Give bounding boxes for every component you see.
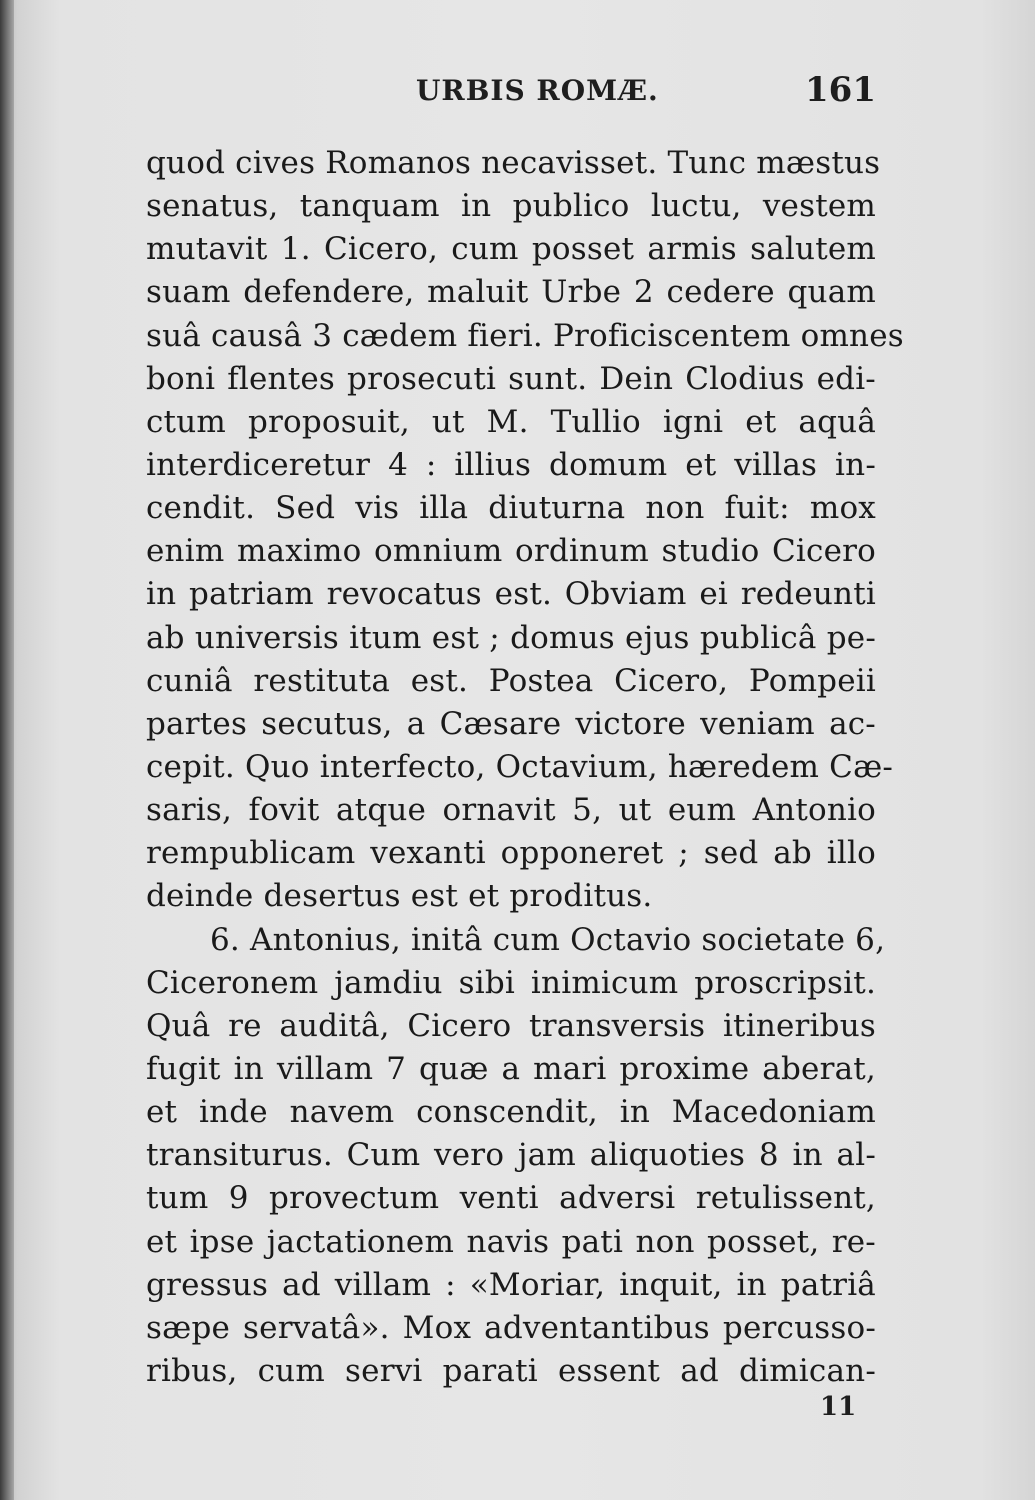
text-line: sæpe servatâ». Mox adventantibus percusso- xyxy=(146,1309,876,1346)
text-line: senatus, tanquam in publico luctu, vestem xyxy=(146,188,876,225)
text-line: et inde navem conscendit, in Macedoniam xyxy=(146,1094,876,1131)
text-line: ribus, cum servi parati essent ad dimican- xyxy=(146,1352,876,1389)
text-line: cendit. Sed vis illa diuturna non fuit: mox xyxy=(146,490,876,527)
text-line: boni flentes prosecuti sunt. Dein Clodius edi- xyxy=(146,360,876,397)
text-line: enim maximo omnium ordinum studio Cicero xyxy=(146,533,876,570)
text-line: saris, fovit atque ornavit 5, ut eum Antonio xyxy=(146,792,876,829)
text-line: suam defendere, maluit Urbe 2 cedere quam xyxy=(146,274,876,311)
text-line: partes secutus, a Cæsare victore veniam ac- xyxy=(146,705,876,742)
text-line: mutavit 1. Cicero, cum posset armis salutem xyxy=(146,231,876,268)
text-line: Ciceronem jamdiu sibi inimicum proscripsit. xyxy=(146,964,876,1001)
text-line: transiturus. Cum vero jam aliquoties 8 in al- xyxy=(146,1137,876,1174)
text-line: et ipse jactationem navis pati non posset, re- xyxy=(146,1223,876,1260)
running-head xyxy=(146,70,876,110)
text-line: fugit in villam 7 quæ a mari proxime aberat, xyxy=(146,1050,876,1087)
text-line: quod cives Romanos necavisset. Tunc mæstus xyxy=(146,145,881,181)
text-line: deinde desertus est et proditus. xyxy=(146,878,653,915)
body-text xyxy=(146,142,904,1393)
page-number: 161 xyxy=(805,70,876,110)
text-line: rempublicam vexanti opponeret ; sed ab illo xyxy=(146,835,876,872)
running-title: URBIS ROMÆ. xyxy=(416,74,659,107)
text-line: tum 9 provectum venti adversi retulissent, xyxy=(146,1180,876,1217)
binding-edge xyxy=(0,0,14,1500)
text-line: interdiceretur 4 : illius domum et villas in- xyxy=(146,446,876,483)
text-line: ab universis itum est ; domus ejus publicâ pe- xyxy=(146,619,876,656)
text-line: cuniâ restituta est. Postea Cicero, Pompeii xyxy=(146,662,876,699)
text-line: ctum proposuit, ut M. Tullio igni et aquâ xyxy=(146,403,876,440)
text-line: Quâ re auditâ, Cicero transversis itineribus xyxy=(146,1007,876,1044)
text-line: in patriam revocatus est. Obviam ei redeunti xyxy=(146,576,876,613)
paragraph-start-line: 6. Antonius, initâ cum Octavio societate 6, xyxy=(210,921,886,958)
text-line: cepit. Quo interfecto, Octavium, hæredem Cæ- xyxy=(146,748,894,785)
signature-mark: 11 xyxy=(820,1392,857,1422)
text-line: gressus ad villam : «Moriar, inquit, in patriâ xyxy=(146,1266,876,1303)
text-line: suâ causâ 3 cædem fieri. Proficiscentem omnes xyxy=(146,317,904,354)
